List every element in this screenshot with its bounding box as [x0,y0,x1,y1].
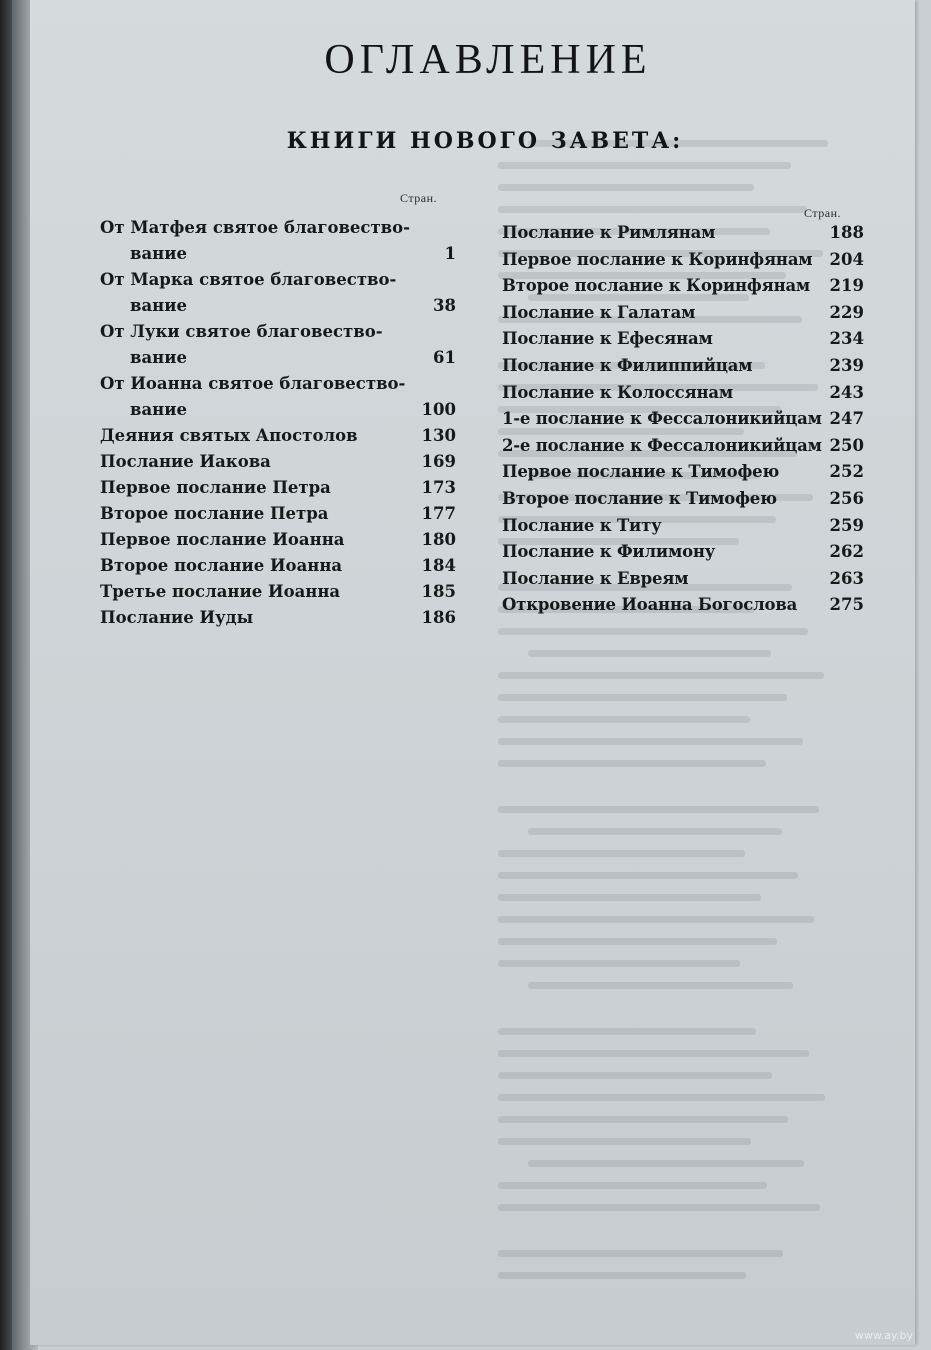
show-through-line [498,938,777,945]
toc-entry-page-number: 219 [829,276,864,296]
toc-entry-title: Послание к Филимону [502,542,716,562]
toc-entry-line [502,380,864,407]
toc-entry-line [100,501,456,527]
toc-entry-line [100,293,456,319]
toc-entry [100,475,456,501]
show-through-line [498,1250,783,1257]
toc-entry [100,371,456,423]
toc-entry-line [100,215,456,241]
toc-entry [100,423,456,449]
toc-entry-line [502,459,864,486]
show-through-line [498,672,824,679]
toc-entry-line [502,300,864,327]
show-through-line [498,1072,772,1079]
show-through-line [498,872,798,879]
toc-entry-page-number: 169 [421,452,456,471]
toc-entry-line [100,527,456,553]
show-through-line [498,850,745,857]
toc-entry-title: 1-е послание к Фессалоникийцам [502,409,822,429]
book-page [30,0,915,1345]
toc-entry-line [502,513,864,540]
show-through-line [498,1094,825,1101]
show-through-line [498,1050,809,1057]
toc-entry [502,539,864,566]
toc-entry-title: Второе послание Петра [100,504,329,523]
toc-entry-line [100,449,456,475]
toc-entry-line [502,539,864,566]
show-through-line [498,162,791,169]
left-page-column-label: Стран. [400,191,437,205]
toc-entry-title: От Иоанна святое благовество- [100,374,406,393]
toc-entry-title: 2-е послание к Фессалоникийцам [502,435,822,455]
toc-entry-page-number: 204 [829,249,864,269]
toc-entry-title: Первое послание к Коринфянам [502,249,813,269]
toc-entry-page-number: 234 [829,329,864,349]
toc-entry-line [502,273,864,300]
toc-entry-line [100,397,456,423]
toc-entry-page-number: 252 [829,462,864,482]
toc-entry-title: Первое послание Иоанна [100,530,345,549]
toc-entry-page-number: 1 [444,244,456,263]
toc-entry [502,459,864,486]
toc-entry [100,553,456,579]
toc-entry-page-number: 186 [421,608,456,627]
show-through-line [498,694,787,701]
toc-entry-title: Послание к Филиппийцам [502,355,753,375]
show-through-line [528,982,793,989]
toc-entry-title: Второе послание к Тимофею [502,488,777,508]
toc-entry-line [100,241,456,267]
toc-entry [502,300,864,327]
toc-entry-page-number: 100 [421,400,456,419]
toc-entry-page-number: 177 [421,504,456,523]
toc-entry-line [502,592,864,619]
toc-entry-title: Послание Иакова [100,452,271,471]
show-through-line [528,1160,804,1167]
toc-entry [502,380,864,407]
toc-entry-title: Послание к Галатам [502,302,696,322]
show-through-line [498,916,814,923]
toc-entry-line [100,553,456,579]
toc-entry-page-number: 61 [433,348,456,367]
toc-entry-line [100,605,456,631]
toc-entry [502,247,864,274]
right-page-column-label: Стран. [804,206,841,220]
toc-entry-page-number: 188 [829,223,864,242]
toc-entry-line [502,433,864,460]
toc-entry [502,513,864,540]
toc-entry-page-number: 259 [829,515,864,535]
toc-entry [100,605,456,631]
toc-entry-page-number: 38 [433,296,456,315]
toc-left-column [100,215,456,631]
toc-entry-page-number: 173 [421,478,456,497]
toc-entry-title: Первое послание к Тимофею [502,462,780,482]
show-through-line [498,628,808,635]
toc-entry-title: вание [130,296,187,315]
page-title: ОГЛАВЛЕНИЕ [324,37,652,83]
toc-entry-line [100,267,456,293]
toc-entry [502,273,864,300]
toc-entry-page-number: 239 [829,355,864,375]
toc-entry-line [100,319,456,345]
show-through-line [498,806,819,813]
toc-entry-line [502,486,864,513]
toc-entry-title: Послание к Титу [502,515,662,535]
toc-entry-title: Послание к Евреям [502,568,689,588]
toc-entry-line [100,345,456,371]
toc-entry-title: вание [130,348,187,367]
show-through-line [498,1116,788,1123]
toc-entry-page-number: 185 [421,582,456,601]
toc-entry [502,433,864,460]
toc-entry-line [100,579,456,605]
toc-entry-page-number: 180 [421,530,456,549]
toc-entry-title: Послание к Колоссянам [502,382,734,402]
show-through-line [498,184,754,191]
toc-entry-page-number: 263 [829,568,864,588]
toc-entry-page-number: 275 [829,595,864,615]
toc-right-column [502,220,864,619]
toc-entry [502,353,864,380]
toc-entry-page-number: 184 [421,556,456,575]
toc-entry-line [502,353,864,380]
toc-entry-line [100,475,456,501]
toc-entry [502,592,864,619]
toc-entry-title: От Марка святое благовество- [100,270,397,289]
show-through-line [498,206,807,213]
show-through-line [498,760,766,767]
show-through-line [498,960,740,967]
toc-entry-title: От Луки святое благовество- [100,322,383,341]
toc-entry-page-number: 243 [829,382,864,402]
toc-entry [502,220,864,247]
show-through-line [528,650,771,657]
toc-entry [502,326,864,353]
toc-entry-line [502,220,864,247]
show-through-line [498,1138,751,1145]
toc-entry [100,501,456,527]
toc-entry-page-number: 229 [829,302,864,322]
show-through-line [498,1028,756,1035]
toc-entry-title: Послание Иуды [100,608,254,627]
toc-entry-title: вание [130,400,187,419]
watermark: www.ay.by [854,1329,913,1342]
show-through-line [498,716,750,723]
toc-entry [100,267,456,319]
toc-entry-line [502,566,864,593]
toc-entry-page-number: 250 [829,435,864,455]
toc-entry-line [502,247,864,274]
toc-entry [100,579,456,605]
toc-entry-page-number: 256 [829,488,864,508]
toc-entry [100,527,456,553]
spine-edge [0,0,12,1350]
toc-entry-page-number: 262 [829,542,864,562]
show-through-line [498,1182,767,1189]
toc-entry-title: Третье послание Иоанна [100,582,341,601]
show-through-line [498,894,761,901]
toc-entry-title: Второе послание к Коринфянам [502,276,811,296]
toc-entry-title: От Матфея святое благовество- [100,218,411,237]
toc-entry-title: Послание к Римлянам [502,223,716,242]
toc-entry-title: вание [130,244,187,263]
show-through-line [528,828,782,835]
show-through-line [498,738,803,745]
show-through-line [498,1204,820,1211]
toc-entry-title: Откровение Иоанна Богослова [502,595,798,615]
section-heading: КНИГИ НОВОГО ЗАВЕТА: [286,128,684,154]
toc-entry-title: Первое послание Петра [100,478,331,497]
toc-entry-title: Второе послание Иоанна [100,556,343,575]
toc-entry [502,486,864,513]
toc-entry [100,215,456,267]
toc-entry-line [100,371,456,397]
toc-entry-title: Послание к Ефесянам [502,329,713,349]
toc-entry-line [100,423,456,449]
toc-entry-page-number: 247 [829,409,864,429]
toc-entry [100,449,456,475]
toc-entry [502,406,864,433]
toc-entry-page-number: 130 [421,426,456,445]
toc-entry [502,566,864,593]
toc-entry-line [502,326,864,353]
toc-entry-title: Деяния святых Апостолов [100,426,358,445]
toc-entry-line [502,406,864,433]
toc-entry [100,319,456,371]
show-through-line [498,1272,746,1279]
